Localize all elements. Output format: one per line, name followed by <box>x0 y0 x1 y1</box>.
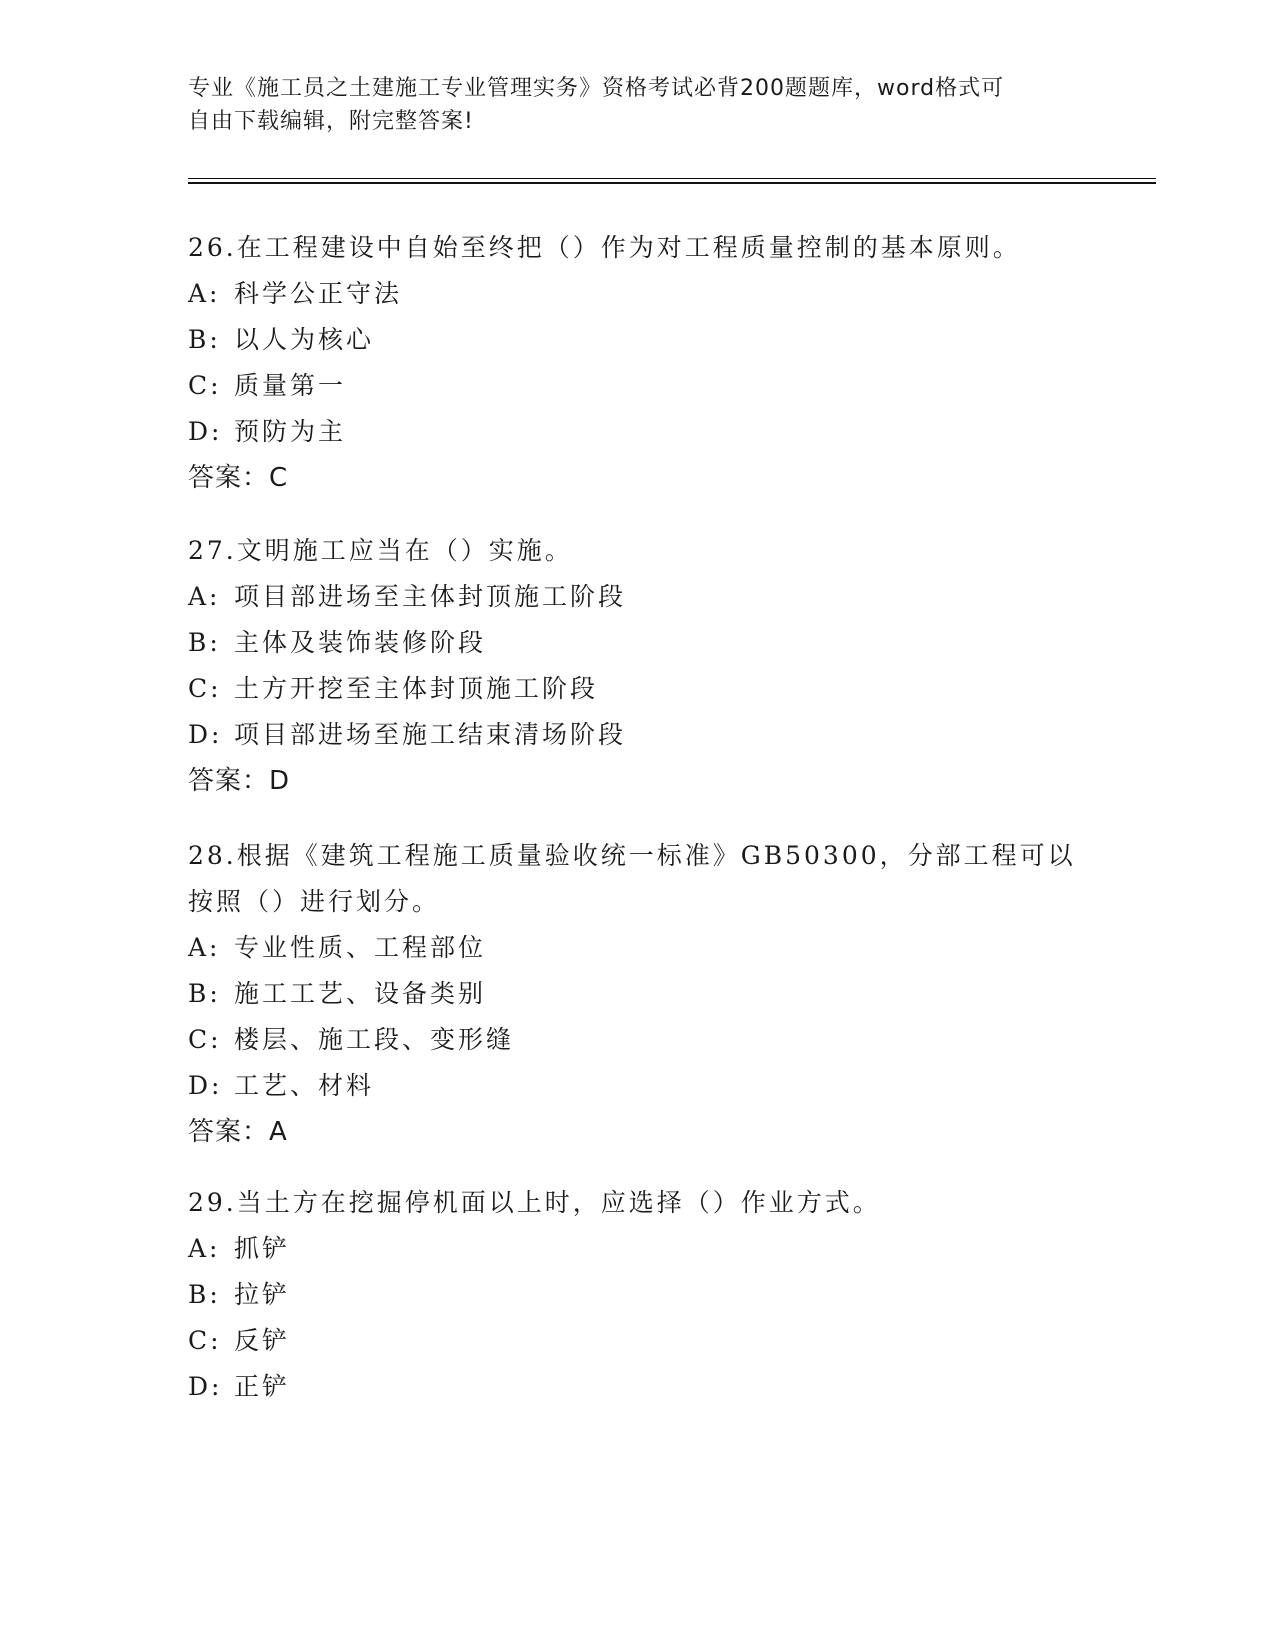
option-letter: A: <box>188 1234 221 1263</box>
option-row <box>188 666 1148 712</box>
option-text: 预防为主 <box>234 417 347 446</box>
question-stem: 28.根据《建筑工程施工质量验收统一标准》GB50300，分部工程可以 <box>188 841 1076 870</box>
option-text: 反铲 <box>234 1326 291 1355</box>
option-text: 专业性质、工程部位 <box>234 933 487 962</box>
option-letter: D: <box>188 720 223 749</box>
question-stem: 按照（）进行划分。 <box>188 887 441 916</box>
option-row <box>188 620 1148 666</box>
question-block <box>188 225 1148 501</box>
option-text: 施工工艺、设备类别 <box>234 979 487 1008</box>
option-text: 以人为核心 <box>234 325 375 354</box>
option-letter: D: <box>188 417 223 446</box>
answer-line: 答案：A <box>188 1117 288 1147</box>
option-row <box>188 1364 1148 1410</box>
option-text: 主体及装饰装修阶段 <box>234 628 487 657</box>
option-letter: C: <box>188 1326 222 1355</box>
option-text: 楼层、施工段、变形缝 <box>234 1025 515 1054</box>
option-text: 正铲 <box>234 1372 291 1401</box>
option-row <box>188 1226 1148 1272</box>
option-row <box>188 971 1148 1017</box>
document-header <box>188 72 1088 138</box>
option-letter: B: <box>188 325 221 354</box>
option-text: 土方开挖至主体封顶施工阶段 <box>234 674 599 703</box>
option-text: 科学公正守法 <box>234 279 403 308</box>
option-letter: A: <box>188 279 221 308</box>
option-row <box>188 1063 1148 1109</box>
header-divider-thick <box>188 182 1156 184</box>
option-text: 质量第一 <box>234 371 347 400</box>
option-letter: C: <box>188 674 222 703</box>
question-block <box>188 528 1148 804</box>
answer-line: 答案：D <box>188 766 291 796</box>
answer-line: 答案：C <box>188 463 289 493</box>
option-letter: A: <box>188 582 221 611</box>
option-row <box>188 574 1148 620</box>
option-letter: D: <box>188 1372 223 1401</box>
option-text: 拉铲 <box>234 1280 291 1309</box>
option-row <box>188 271 1148 317</box>
option-letter: B: <box>188 979 221 1008</box>
option-row <box>188 712 1148 758</box>
option-letter: B: <box>188 1280 221 1309</box>
option-text: 工艺、材料 <box>234 1071 375 1100</box>
option-letter: A: <box>188 933 221 962</box>
option-row <box>188 409 1148 455</box>
option-text: 项目部进场至施工结束清场阶段 <box>234 720 627 749</box>
option-letter: D: <box>188 1071 223 1100</box>
option-row <box>188 1318 1148 1364</box>
question-stem: 27.文明施工应当在（）实施。 <box>188 536 573 565</box>
option-row <box>188 317 1148 363</box>
question-block <box>188 833 1148 1155</box>
option-row <box>188 925 1148 971</box>
header-line-1: 专业《施工员之土建施工专业管理实务》资格考试必背200题题库，word格式可 <box>188 76 1005 101</box>
option-row <box>188 1017 1148 1063</box>
header-line-2: 自由下载编辑，附完整答案! <box>188 109 474 134</box>
option-letter: B: <box>188 628 221 657</box>
question-stem: 26.在工程建设中自始至终把（）作为对工程质量控制的基本原则。 <box>188 233 1021 262</box>
option-row <box>188 1272 1148 1318</box>
header-divider-thin <box>188 178 1156 179</box>
option-letter: C: <box>188 371 222 400</box>
question-stem: 29.当土方在挖掘停机面以上时，应选择（）作业方式。 <box>188 1188 881 1217</box>
option-text: 项目部进场至主体封顶施工阶段 <box>234 582 627 611</box>
option-text: 抓铲 <box>234 1234 291 1263</box>
option-row <box>188 363 1148 409</box>
question-block <box>188 1180 1148 1410</box>
option-letter: C: <box>188 1025 222 1054</box>
